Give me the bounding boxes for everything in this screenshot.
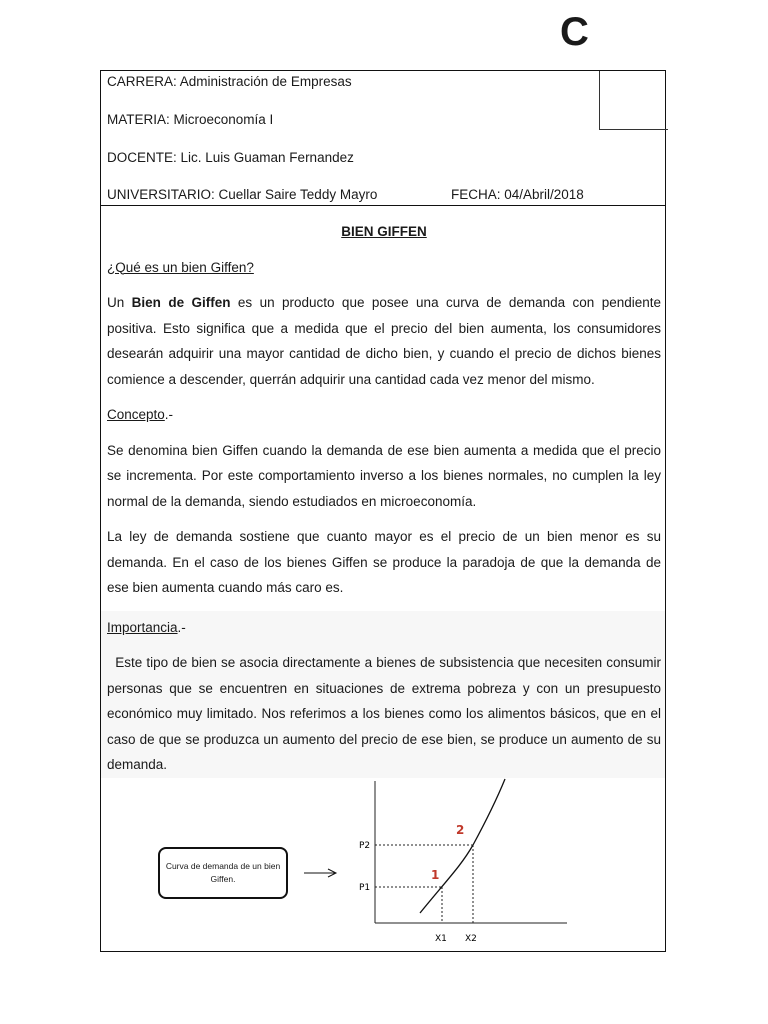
universitario-line: UNIVERSITARIO: Cuellar Saire Teddy Mayro	[107, 187, 378, 202]
importancia-paragraph: Este tipo de bien se asocia directamente a bienes de subsistencia que necesiten consumir personas que se encuentren en situaciones de extrema pobreza y con un presupuesto económico muy limitado. Nos referimos a los bienes como los alimentos básicos, que en el caso de que se produzca un aumento del precio de ese bien, se produce un aumento de su demanda.	[107, 655, 665, 772]
concepto-paragraph-1: Se denomina bien Giffen cuando la demanda de ese bien aumenta a medida que el precio se incrementa. Por este comportamiento inverso a los bienes normales, no cumplen la ley normal de la demanda, siendo estudiados en microeconomía.	[107, 442, 661, 509]
intro-bold-term: Bien de Giffen	[131, 295, 231, 310]
body-content	[107, 219, 665, 778]
intro-paragraph	[107, 290, 661, 392]
header-section	[101, 71, 665, 206]
fecha-line: FECHA: 04/Abril/2018	[451, 187, 584, 202]
concepto-suffix: .-	[164, 407, 174, 422]
importancia-section	[101, 611, 665, 778]
document-frame	[100, 70, 666, 952]
question-heading: ¿Qué es un bien Giffen?	[107, 259, 254, 275]
concepto-paragraph-2: La ley de demanda sostiene que cuanto mayor es el precio de un bien menor es su demanda. En el caso de los bienes Giffen se produce la paradoja de que la demanda de ese bien aumenta cuando más caro es.	[107, 529, 661, 595]
page-title: BIEN GIFFEN	[341, 224, 427, 239]
point-label-2: 2	[456, 823, 465, 837]
label-p1: P1	[359, 883, 371, 893]
importancia-heading: Importancia	[107, 619, 178, 635]
point-label-1: 1	[431, 868, 440, 882]
concepto-heading-line	[107, 402, 661, 428]
giffen-diagram	[101, 771, 665, 951]
corner-letter: C	[560, 10, 589, 54]
materia-line: MATERIA: Microeconomía I	[107, 112, 274, 127]
diagram-callout: Curva de demanda de un bien Giffen.	[158, 847, 288, 899]
carrera-line: CARRERA: Administración de Empresas	[107, 74, 352, 89]
label-x2: X2	[465, 934, 477, 944]
intro-rest: es un producto que posee una curva de demanda con pendiente positiva. Esto significa que a medida que el precio del bien aumenta, los consumidores desearán adquirir una mayor cantidad de dicho bien, y cuando el precio de dichos bienes comience a descender, querrán adquirir una cantidad cada vez menor del mismo.	[107, 295, 662, 387]
docente-line: DOCENTE: Lic. Luis Guaman Fernandez	[107, 150, 354, 165]
label-p2: P2	[359, 841, 371, 851]
demand-curve	[420, 779, 505, 913]
concepto-heading: Concepto	[107, 407, 165, 422]
label-x1: X1	[435, 934, 447, 944]
corner-box	[599, 71, 668, 130]
importancia-heading-line	[107, 611, 665, 651]
intro-lead: Un	[107, 295, 132, 310]
diagram-svg	[101, 771, 665, 951]
importancia-suffix: .-	[177, 619, 186, 635]
